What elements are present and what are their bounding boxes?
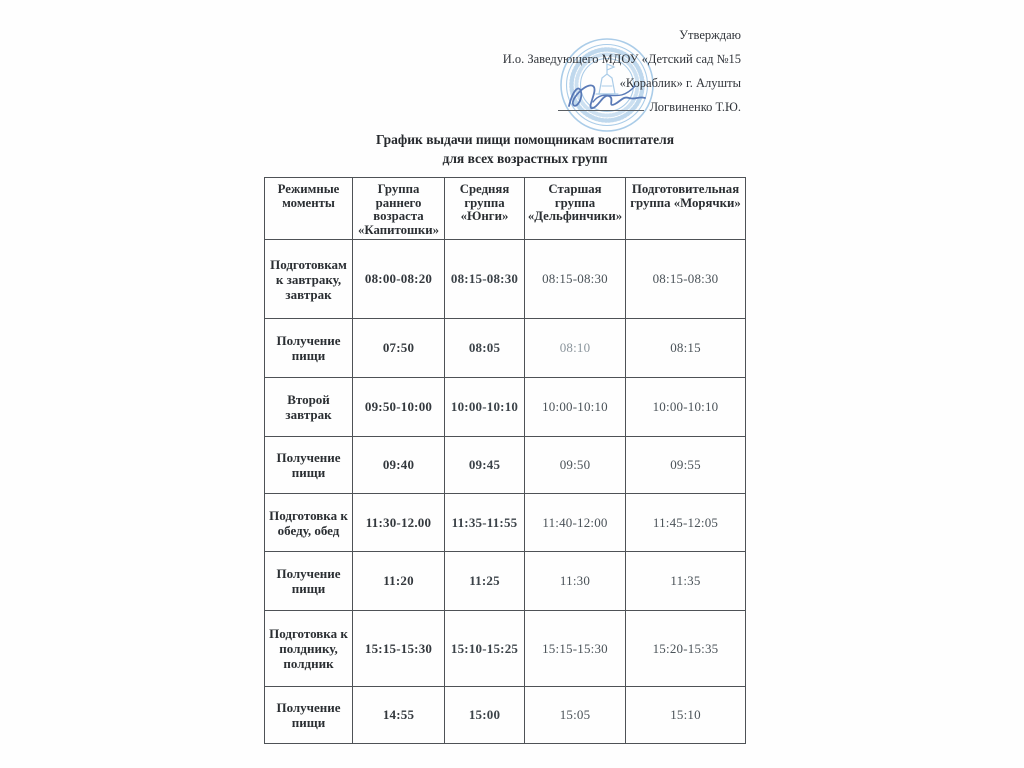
time-cell: 15:15-15:30 — [525, 611, 626, 687]
handwritten-signature — [563, 74, 663, 116]
time-cell: 09:40 — [353, 437, 445, 494]
time-cell: 15:15-15:30 — [353, 611, 445, 687]
time-cell: 15:20-15:35 — [626, 611, 746, 687]
time-cell: 15:00 — [445, 687, 525, 744]
row-label: Подготовкам к завтраку, завтрак — [265, 240, 353, 319]
schedule-row — [265, 319, 746, 378]
row-label: Второй завтрак — [265, 378, 353, 437]
schedule-row — [265, 552, 746, 611]
time-cell: 10:00-10:10 — [445, 378, 525, 437]
time-cell: 14:55 — [353, 687, 445, 744]
time-cell: 11:35-11:55 — [445, 494, 525, 552]
schedule-row — [265, 494, 746, 552]
time-cell: 11:35 — [626, 552, 746, 611]
time-cell: 09:55 — [626, 437, 746, 494]
title-line-2: для всех возрастных групп — [442, 151, 608, 166]
row-label: Получение пищи — [265, 437, 353, 494]
row-label: Получение пищи — [265, 687, 353, 744]
document-title — [262, 130, 788, 168]
time-cell: 08:15-08:30 — [626, 240, 746, 319]
schedule-row — [265, 611, 746, 687]
column-header: Средняя группа «Юнги» — [445, 178, 525, 240]
column-header: Подготовительная группа «Морячки» — [626, 178, 746, 240]
title-line-1: График выдачи пищи помощникам воспитателя — [375, 132, 675, 147]
schedule-row — [265, 378, 746, 437]
time-cell: 15:10-15:25 — [445, 611, 525, 687]
time-cell: 07:50 — [353, 319, 445, 378]
time-cell: 11:30 — [525, 552, 626, 611]
time-cell: 11:20 — [353, 552, 445, 611]
time-cell: 09:50-10:00 — [353, 378, 445, 437]
row-label: Получение пищи — [265, 319, 353, 378]
time-cell: 08:15-08:30 — [445, 240, 525, 319]
approval-line-org: «Кораблик» г. Алушты — [619, 76, 741, 90]
column-header: Старшая группа «Дельфинчики» — [525, 178, 626, 240]
time-cell: 11:30-12.00 — [353, 494, 445, 552]
column-header: Группа раннего возраста «Капитошки» — [353, 178, 445, 240]
schedule-row — [265, 437, 746, 494]
time-cell: 11:25 — [445, 552, 525, 611]
time-cell: 15:10 — [626, 687, 746, 744]
row-label: Получение пищи — [265, 552, 353, 611]
time-cell: 08:15 — [626, 319, 746, 378]
column-header: Режимные моменты — [265, 178, 353, 240]
time-cell: 08:10 — [525, 319, 626, 378]
time-cell: 11:40-12:00 — [525, 494, 626, 552]
table-header-row — [265, 178, 746, 240]
row-label: Подготовка к полднику, полдник — [265, 611, 353, 687]
time-cell: 09:50 — [525, 437, 626, 494]
time-cell: 15:05 — [525, 687, 626, 744]
approval-line-approve: Утверждаю — [679, 28, 741, 42]
time-cell: 08:15-08:30 — [525, 240, 626, 319]
time-cell: 08:00-08:20 — [353, 240, 445, 319]
time-cell: 08:05 — [445, 319, 525, 378]
approver-name: Логвиненко Т.Ю. — [649, 100, 741, 114]
schedule-table — [264, 177, 746, 744]
approval-line-position: И.о. Заведующего МДОУ «Детский сад №15 — [502, 52, 741, 66]
time-cell: 11:45-12:05 — [626, 494, 746, 552]
time-cell: 10:00-10:10 — [626, 378, 746, 437]
time-cell: 10:00-10:10 — [525, 378, 626, 437]
time-cell: 09:45 — [445, 437, 525, 494]
schedule-row — [265, 687, 746, 744]
row-label: Подготовка к обеду, обед — [265, 494, 353, 552]
schedule-row — [265, 240, 746, 319]
